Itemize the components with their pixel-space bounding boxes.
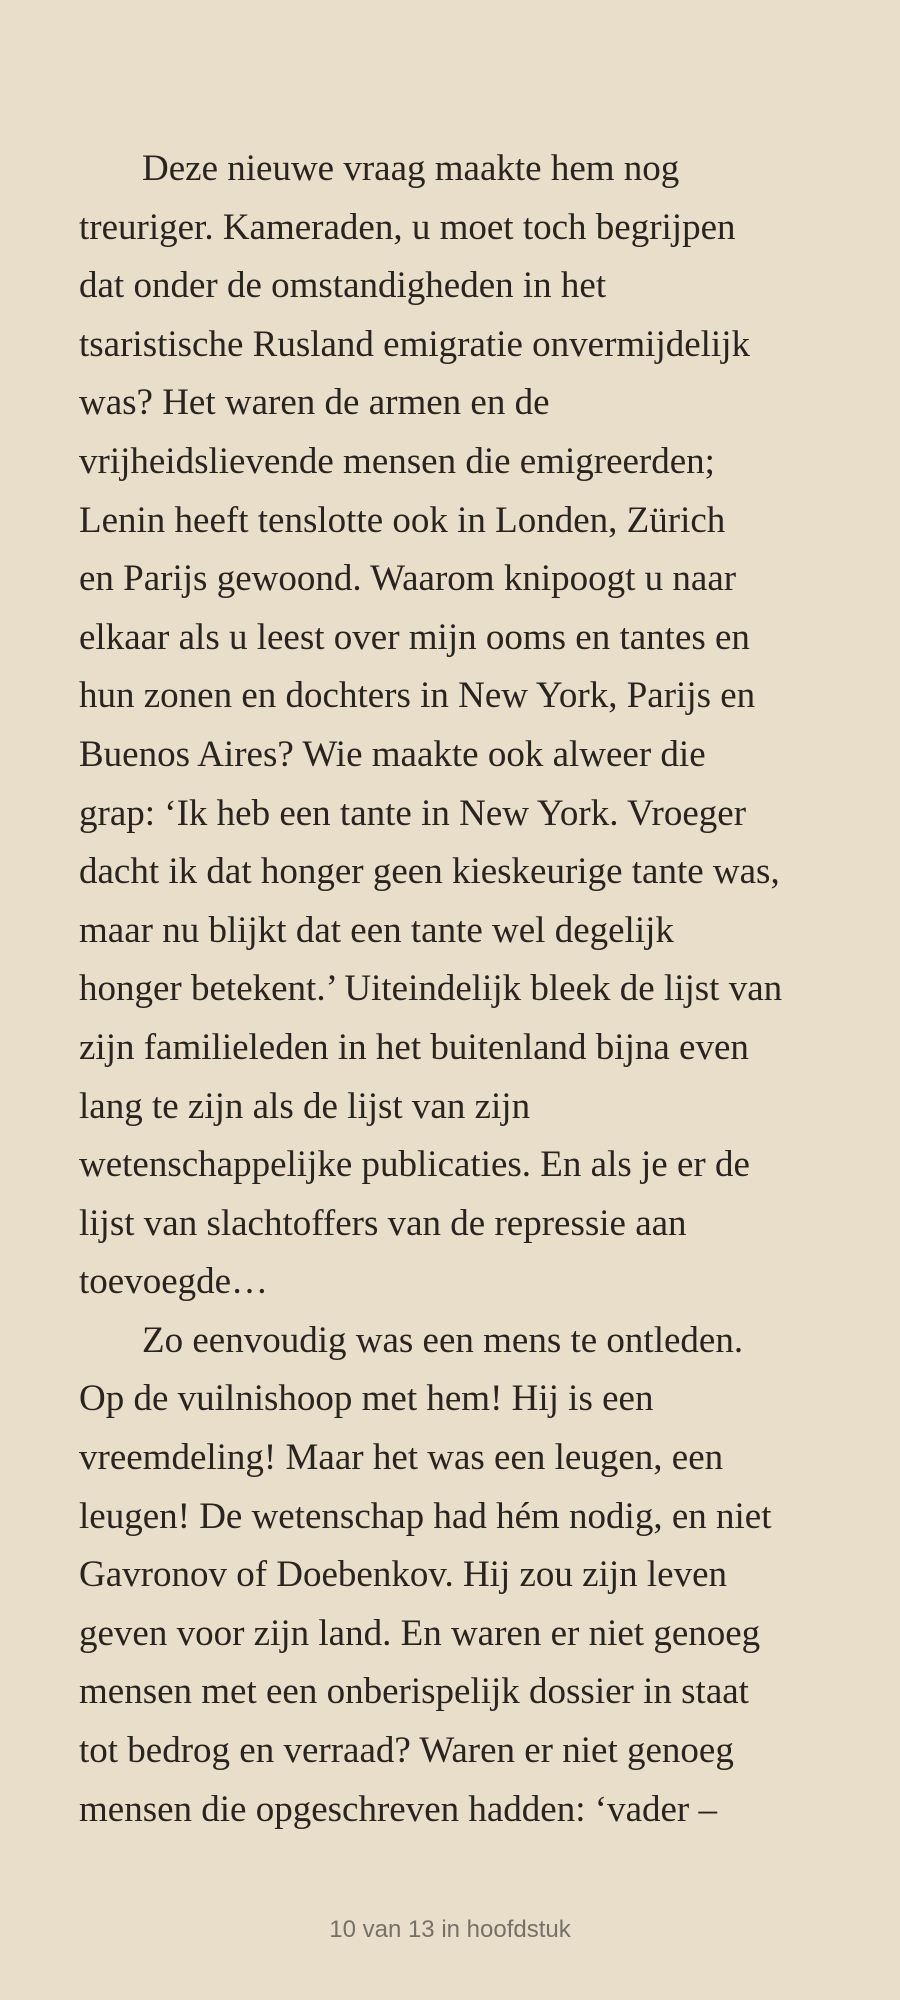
text-line: lang te zijn als de lijst van zijn (79, 1085, 531, 1127)
text-line: vrijheidslievende mensen die emigreerden; (79, 440, 715, 482)
paragraph (79, 1312, 839, 1839)
text-line: dat onder de omstandigheden in het (79, 265, 607, 307)
text-line: maar nu blijkt dat een tante wel degelijk (79, 909, 674, 951)
text-line: tot bedrog en verraad? Waren er niet genoeg (79, 1730, 734, 1772)
text-line: leugen! De wetenschap had hém nodig, en niet (79, 1495, 772, 1537)
page-indicator: 10 van 13 in hoofdstuk (329, 1916, 571, 1943)
text-line: elkaar als u leest over mijn ooms en tantes en (79, 616, 750, 658)
book-text (79, 140, 839, 1839)
text-line: mensen die opgeschreven hadden: ‘vader – (79, 1788, 717, 1830)
text-line: Gavronov of Doebenkov. Hij zou zijn leven (79, 1554, 728, 1596)
text-line: geven voor zijn land. En waren er niet genoeg (79, 1612, 761, 1654)
text-line: mensen met een onberispelijk dossier in staat (79, 1671, 749, 1713)
text-line: dacht ik dat honger geen kieskeurige tante was, (79, 851, 780, 893)
paragraph (79, 140, 839, 1312)
text-line: tsaristische Rusland emigratie onvermijdelijk (79, 323, 750, 365)
text-line: Lenin heeft tenslotte ook in Londen, Zürich (79, 499, 726, 541)
text-line: Deze nieuwe vraag maakte hem nog (142, 148, 680, 189)
text-line: honger betekent.’ Uiteindelijk bleek de lijst van (79, 968, 783, 1010)
text-line: lijst van slachtoffers van de repressie aan (79, 1202, 687, 1244)
text-line: was? Het waren de armen en de (79, 382, 550, 424)
text-line: en Parijs gewoond. Waarom knipoogt u naar (79, 558, 737, 600)
text-line: grap: ‘Ik heb een tante in New York. Vroeger (79, 792, 747, 834)
text-line: wetenschappelijke publicaties. En als je er de (79, 1144, 750, 1186)
text-line: vreemdeling! Maar het was een leugen, een (79, 1437, 724, 1479)
text-line: hun zonen en dochters in New York, Parijs en (79, 675, 756, 717)
text-line: treuriger. Kameraden, u moet toch begrijpen (79, 206, 736, 248)
text-line: zijn familieleden in het buitenland bijna even (79, 1026, 749, 1068)
text-line: toevoegde… (79, 1261, 269, 1303)
text-line: Zo eenvoudig was een mens te ontleden. (142, 1319, 744, 1361)
text-line: Buenos Aires? Wie maakte ook alweer die (79, 733, 706, 775)
text-line: Op de vuilnishoop met hem! Hij is een (79, 1378, 654, 1420)
